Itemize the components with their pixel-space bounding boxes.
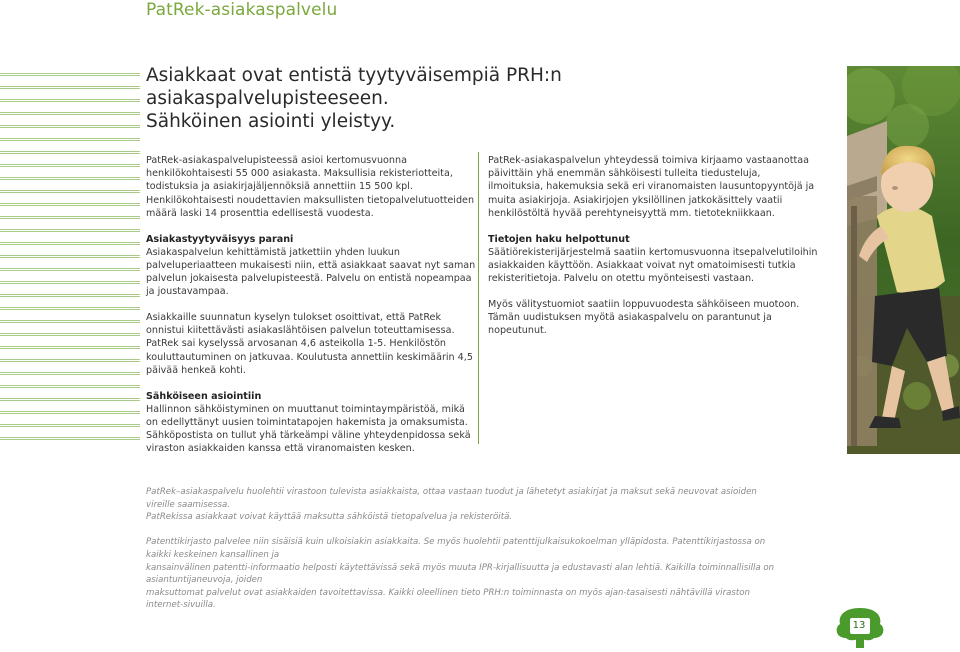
left-column: [146, 154, 476, 468]
subheading: Tietojen haku helpottunut: [488, 233, 630, 245]
footer-paragraph: [146, 486, 786, 524]
right-column: [488, 154, 818, 350]
paragraph: PatRek-asiakaspalvelupisteessä asioi kertomusvuonna henkilökohtaisesti 55 000 asiakasta. Maksullisia rekisteriotteita, todistuksia ja asiakirjajäljennöksiä annettiin 15 500 kpl. Henkilökohtaisesti noudettavien maksullisten tietopalvelutuotteiden määrä laski 14 prosenttia edellisestä vuodesta.: [146, 155, 475, 219]
boy-leaning-on-fence-photo-icon: [847, 66, 960, 454]
subheading: Asiakastyytyväisyys parani: [146, 233, 294, 245]
column-divider: [478, 152, 479, 444]
page-headline: [146, 64, 786, 133]
footer-line: maksuttomat palvelut ovat asiakkaiden tavoitettavissa. Kaikki oleellinen tieto PRH:n toiminnasta on myös ajan-tasaisesti nähtävillä viraston internet-sivuilla.: [146, 587, 750, 611]
paragraph: PatRek-asiakaspalvelun yhteydessä toimiva kirjaamo vastaanottaa päivittäin yhä enemmän sähköisesti tulleita tiedusteluja, ilmoituksia, hakemuksia sekä eri viranomaisten lausuntopyyntöjä ja muita asiakirjoja. Asiakirjojen yksilöllinen jatkokäsittely vaatii henkilöstöltä hyvää perehtyneisyyttä mm. tietotekniikkaan.: [488, 155, 815, 219]
footer-line: kansainvälinen patentti-informaatio helposti käytettävissä sekä myös muuta IPR-kirjallisuutta ja edustavasti alan lehtiä. Kaikilla toiminnallisilla on asiantuntijaneuvoja, joiden: [146, 562, 775, 586]
decorative-stripes: [0, 66, 140, 448]
headline-line-1: Asiakkaat ovat entistä tyytyväisempiä PRH:n asiakaspalvelupisteeseen.: [146, 65, 562, 109]
subheading: Sähköiseen asiointiin: [146, 390, 262, 402]
section-title: PatRek-asiakaspalvelu: [146, 0, 338, 20]
footer-line: PatRek–asiakaspalvelu huolehtii virastoon tulevista asiakkaista, ottaa vastaan tuodut ja lähetetyt asiakirjat ja maksut sekä neuvovat asioiden vireille saamisessa.: [146, 487, 757, 510]
paragraph: Säätiörekisterijärjestelmä saatiin kertomusvuonna itsepalvelutiloihin asiakkaiden käyttöön. Asiakkaat voivat nyt omatoimisesti tutkia rekisteritietoja. Palvelu on otettu myönteisesti vastaan.: [488, 246, 818, 285]
footer-notes: [146, 486, 786, 625]
footer-line: Patenttikirjasto palvelee niin sisäisiä kuin ulkoisiakin asiakkaita. Se myös huolehtii patenttijulkaisukokoelman ylläpidosta. Patenttikirjastossa on kaikki keskeinen kansallinen ja: [146, 537, 766, 560]
page-number-badge: [832, 606, 888, 648]
paragraph: Hallinnon sähköistyminen on muuttanut toimintaympäristöä, mikä on edellyttänyt uusien toimintatapojen hakemista ja omaksumista. Sähköpostista on tullut yhä tärkeämpi väline yhteydenpidossa sekä viraston asiakkaiden kanssa että viranomaisten kesken.: [146, 403, 471, 455]
footer-paragraph: [146, 536, 786, 612]
headline-line-2: Sähköinen asiointi yleistyy.: [146, 111, 396, 132]
paragraph: Myös välitystuomiot saatiin loppuvuodesta sähköiseen muotoon. Tämän uudistuksen myötä asiakaspalvelu on parantunut ja nopeutunut.: [488, 298, 800, 337]
paragraph: Asiakkaille suunnatun kyselyn tulokset osoittivat, että PatRek onnistui kiitettävästi asiakaslähtöisen palvelun toteuttamisessa. PatRek sai kyselyssä arvosanan 4,6 asteikolla 1-5. Henkilöstön kouluttautuminen on jatkuvaa. Koulutusta annettiin keskimäärin 4,5 päivää henkeä kohti.: [146, 312, 473, 376]
boy-photo: [847, 66, 960, 454]
paragraph: Asiakaspalvelun kehittämistä jatkettiin yhden luukun palveluperiaatteen mukaisesti niin, että asiakkaat saavat nyt saman palvelun jokaisesta palvelupisteestä. Palvelu on entistä nopeampaa ja joustavampaa.: [146, 246, 476, 298]
page-number: 13: [852, 620, 866, 631]
footer-line: PatRekissa asiakkaat voivat käyttää maksutta sähköistä tietopalvelua ja rekisteröitä.: [146, 512, 513, 523]
